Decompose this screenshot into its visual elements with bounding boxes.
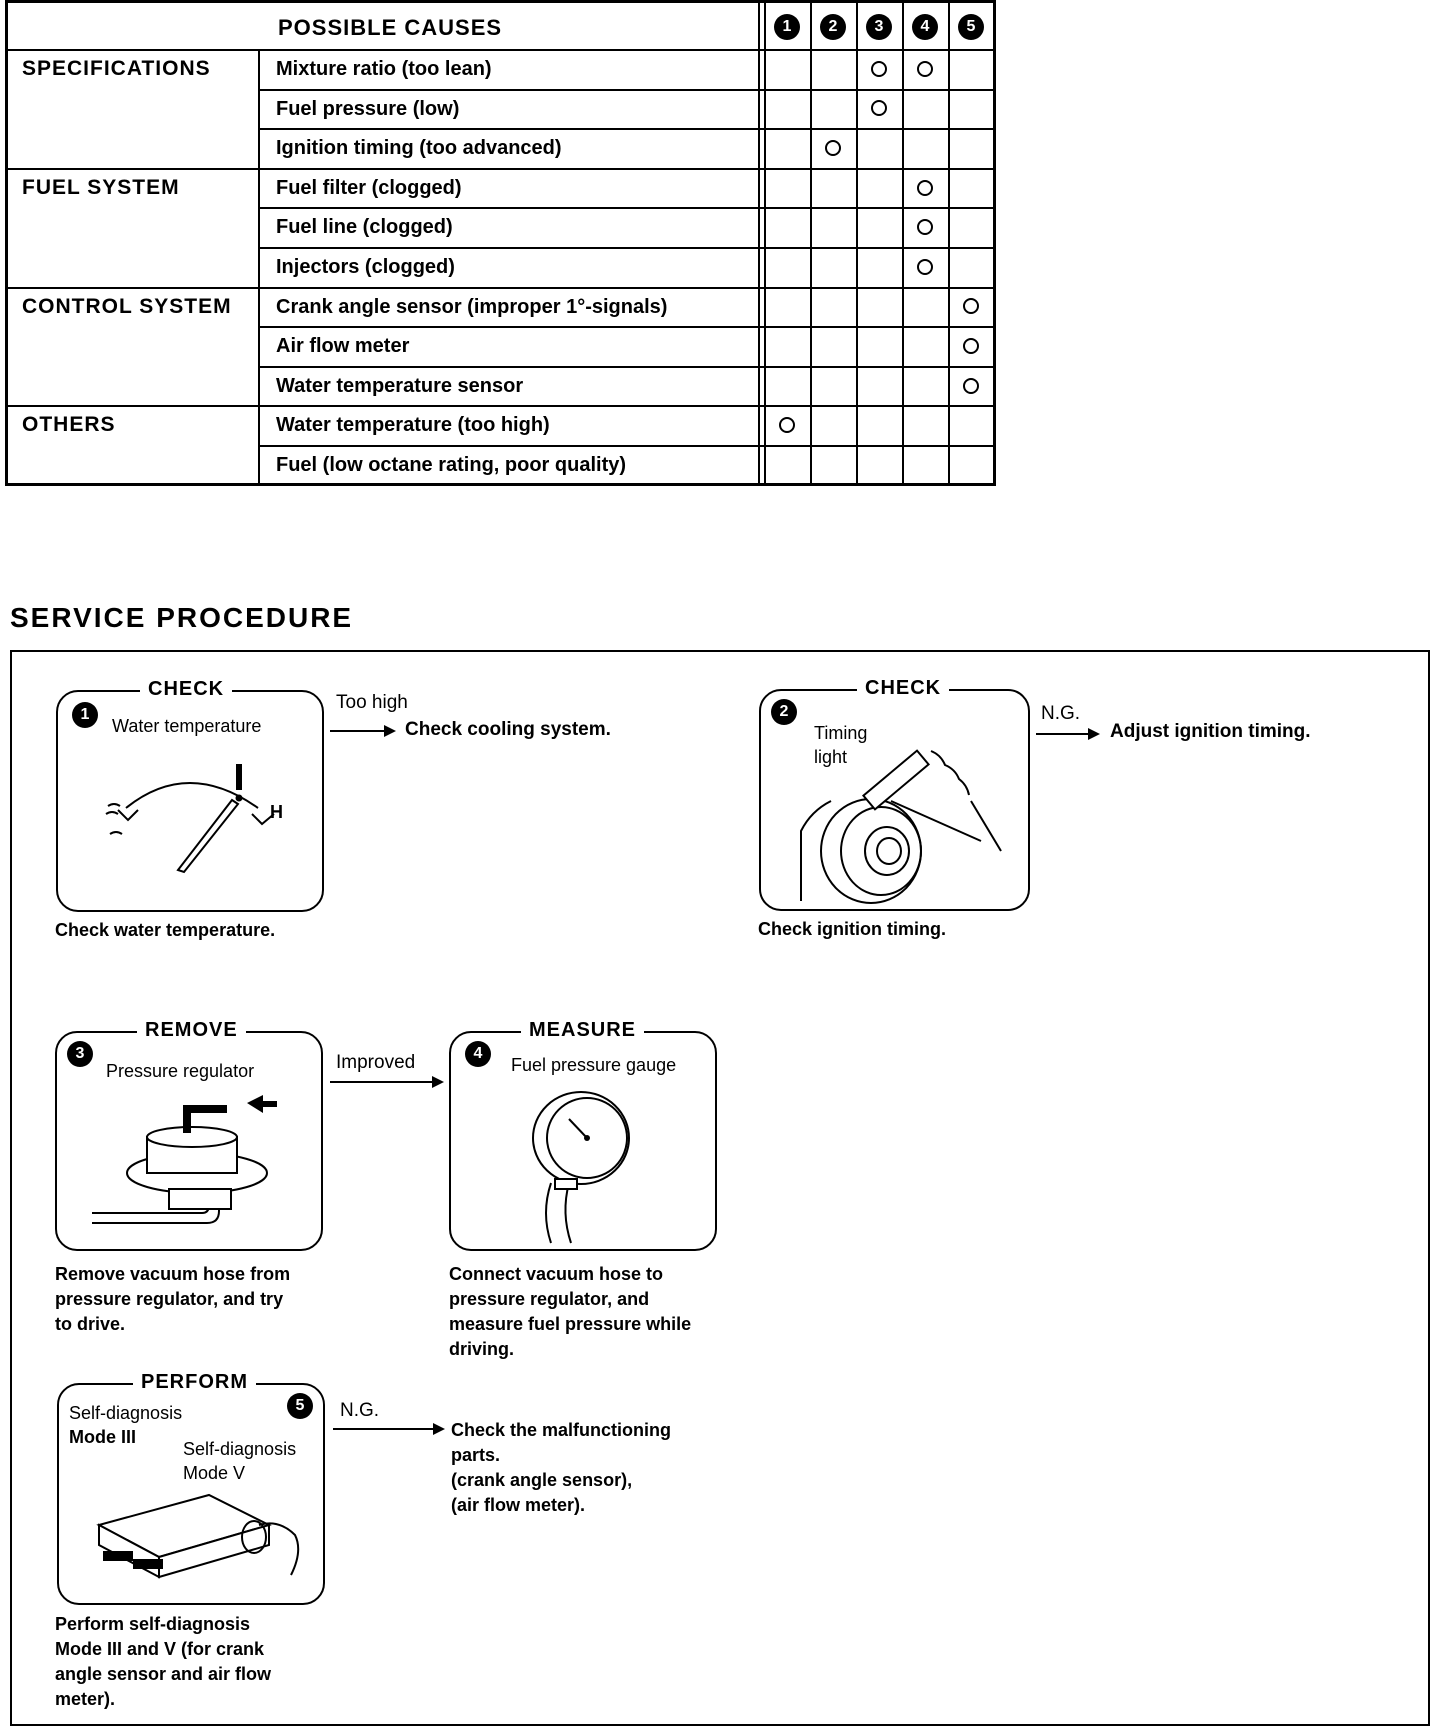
table-header-rule — [8, 49, 993, 51]
cause-step-mark — [871, 61, 887, 77]
step-5-inner-a-line2: Mode III — [69, 1427, 136, 1447]
step-3-flow-label: Improved — [336, 1052, 416, 1073]
cause-step-mark — [779, 417, 795, 433]
step-5-caption-line-1: Perform self-diagnosis — [55, 1614, 251, 1634]
step-5-result-line-2: parts. — [451, 1445, 501, 1465]
step-1-caption: Check water temperature. — [55, 920, 276, 940]
cause-label: Mixture ratio (too lean) — [276, 58, 492, 80]
step-1-card — [56, 678, 324, 912]
step-3-caption-line-1: Remove vacuum hose from — [55, 1264, 291, 1284]
step-4-caption — [449, 1262, 691, 1362]
cause-step-mark — [963, 298, 979, 314]
step-3-action: REMOVE — [137, 1019, 246, 1042]
category-label: CONTROL SYSTEM — [22, 294, 232, 318]
step-1-arrow — [330, 730, 394, 732]
step-5-result-line-3: (crank angle sensor), — [451, 1470, 633, 1490]
step-4-inner-label: Fuel pressure gauge — [511, 1055, 677, 1075]
step-5-arrow — [333, 1428, 443, 1430]
step-5-result-line-1: Check the malfunctioning — [451, 1420, 672, 1440]
step-4-action: MEASURE — [521, 1019, 644, 1042]
pressure-regulator-icon — [87, 1093, 307, 1243]
step-5-caption — [55, 1612, 271, 1712]
cause-label: Water temperature sensor — [276, 374, 524, 397]
step-number-badge: 4 — [912, 14, 938, 40]
step-5-inner-b-line2: Mode V — [183, 1463, 246, 1483]
step-1-flow-result: Check cooling system. — [405, 719, 611, 740]
step-1-inner-label: Water temperature — [112, 716, 262, 736]
row-separator — [258, 247, 993, 249]
row-separator — [258, 326, 993, 328]
step-5-inner-b-line1: Self-diagnosis — [183, 1439, 297, 1459]
cause-step-mark — [963, 338, 979, 354]
step-3-arrow — [330, 1081, 442, 1083]
step-4-caption-line-2: pressure regulator, and — [449, 1289, 650, 1309]
table-step-column-divider — [902, 3, 904, 483]
step-5-caption-line-3: angle sensor and air flow — [55, 1664, 272, 1684]
step-4-caption-line-4: driving. — [449, 1339, 515, 1359]
cause-label: Injectors (clogged) — [276, 256, 455, 278]
cause-step-mark — [917, 259, 933, 275]
step-2-flow-label: N.G. — [1041, 703, 1081, 724]
step-3-badge: 3 — [67, 1041, 93, 1067]
step-number-badge: 5 — [958, 14, 984, 40]
step-1-action: CHECK — [140, 678, 232, 701]
step-4-caption-line-3: measure fuel pressure while — [449, 1314, 692, 1334]
step-5-caption-line-4: meter). — [55, 1689, 116, 1709]
step-5-inner-a-line1: Self-diagnosis — [69, 1403, 183, 1423]
category-separator — [8, 287, 993, 289]
table-cause-divider — [758, 3, 760, 483]
category-separator — [8, 168, 993, 170]
cause-step-mark — [917, 180, 933, 196]
step-3-caption-line-2: pressure regulator, and try — [55, 1289, 284, 1309]
cause-label: Water temperature (too high) — [276, 414, 550, 437]
step-5-caption-line-2: Mode III and V (for crank — [55, 1639, 265, 1659]
row-separator — [258, 445, 993, 447]
step-number-badge: 1 — [774, 14, 800, 40]
step-5-result-line-4: (air flow meter). — [451, 1495, 586, 1515]
step-5-card — [57, 1371, 325, 1605]
table-step-column-divider — [948, 3, 950, 483]
table-category-divider — [258, 49, 260, 483]
step-number-badge: 3 — [866, 14, 892, 40]
row-separator — [258, 366, 993, 368]
control-unit-icon — [89, 1485, 309, 1595]
step-2-action: CHECK — [857, 677, 949, 700]
fuel-pressure-gauge-icon — [511, 1083, 671, 1243]
cause-step-mark — [917, 61, 933, 77]
step-3-card — [55, 1019, 323, 1251]
table-step-column-divider — [764, 3, 766, 483]
cause-label: Air flow meter — [276, 335, 410, 358]
row-separator — [258, 207, 993, 209]
table-header-title: POSSIBLE CAUSES — [278, 15, 503, 40]
row-separator — [258, 89, 993, 91]
cause-step-mark — [963, 378, 979, 394]
step-4-card — [449, 1019, 717, 1251]
cause-label: Crank angle sensor (improper 1°-signals) — [276, 295, 668, 318]
gauge-h-mark: H — [270, 802, 283, 822]
cause-label: Fuel filter (clogged) — [276, 176, 462, 199]
cause-label: Ignition timing (too advanced) — [276, 137, 562, 160]
step-4-badge: 4 — [465, 1041, 491, 1067]
step-2-arrow — [1036, 733, 1098, 735]
step-2-flow-result: Adjust ignition timing. — [1110, 721, 1311, 742]
step-3-inner-label: Pressure regulator — [106, 1061, 255, 1081]
table-step-column-divider — [856, 3, 858, 483]
category-label: SPECIFICATIONS — [22, 57, 211, 80]
cause-label: Fuel line (clogged) — [276, 216, 453, 239]
cause-step-mark — [917, 219, 933, 235]
step-2-card — [759, 677, 1030, 911]
step-5-flow-label: N.G. — [340, 1400, 380, 1421]
cause-label: Fuel (low octane rating, poor quality) — [276, 454, 627, 476]
step-5-flow-result — [451, 1418, 671, 1518]
row-separator — [258, 128, 993, 130]
table-step-column-divider — [810, 3, 812, 483]
step-2-inner-line1: Timing — [814, 723, 868, 743]
cause-label: Fuel pressure (low) — [276, 97, 460, 120]
category-label: OTHERS — [22, 413, 116, 437]
temperature-gauge-icon — [98, 748, 298, 898]
category-label: FUEL SYSTEM — [22, 175, 180, 199]
step-3-caption — [55, 1262, 290, 1337]
timing-light-pulley-icon — [781, 741, 1021, 901]
step-1-flow-label: Too high — [336, 692, 408, 713]
step-5-action: PERFORM — [133, 1371, 256, 1394]
cause-step-mark — [871, 100, 887, 116]
step-2-caption: Check ignition timing. — [758, 919, 946, 939]
cause-step-mark — [825, 140, 841, 156]
step-2-badge: 2 — [771, 699, 797, 725]
step-3-caption-line-3: to drive. — [55, 1314, 126, 1334]
step-2-inner-line2: light — [814, 747, 848, 767]
step-number-badge: 2 — [820, 14, 846, 40]
step-1-badge: 1 — [72, 702, 98, 728]
category-separator — [8, 405, 993, 407]
service-procedure-title: SERVICE PROCEDURE — [10, 602, 354, 633]
possible-causes-table — [5, 0, 996, 486]
step-5-badge: 5 — [287, 1393, 313, 1419]
step-4-caption-line-1: Connect vacuum hose to — [449, 1264, 664, 1284]
